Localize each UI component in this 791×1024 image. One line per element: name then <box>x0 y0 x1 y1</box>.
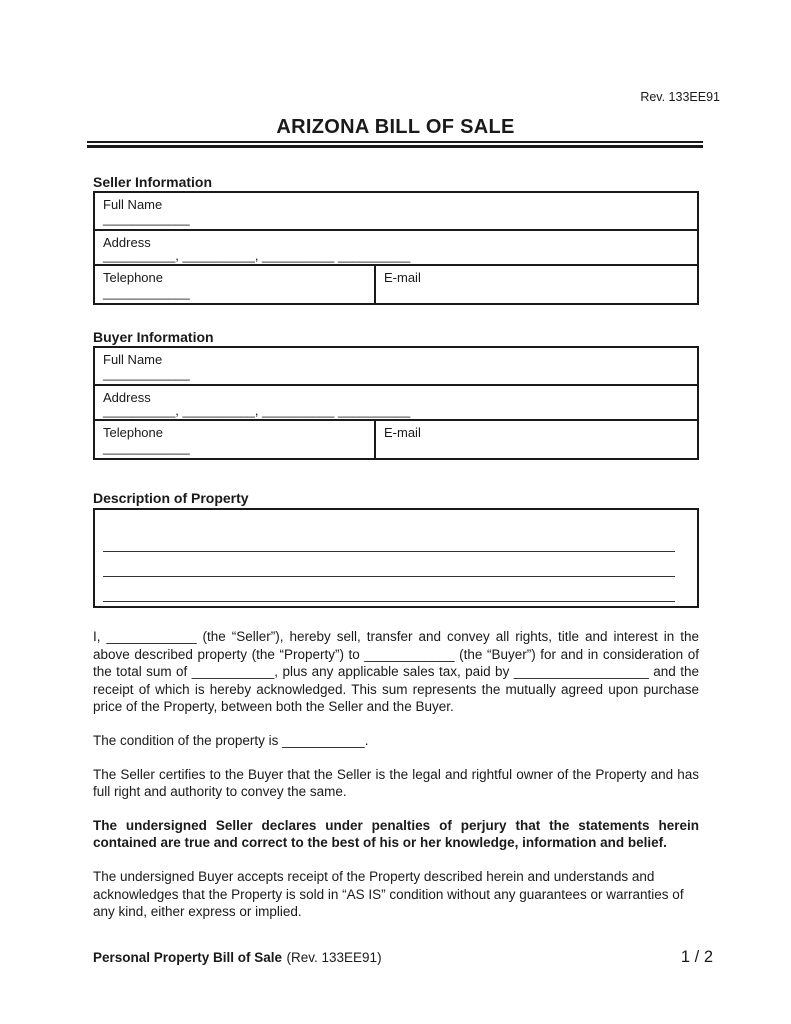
buyer-telephone-cell <box>95 421 376 458</box>
buyer-telephone-blank: ____________ <box>103 440 190 455</box>
buyer-address-label: Address <box>103 390 151 405</box>
page-title: ARIZONA BILL OF SALE <box>276 116 515 138</box>
seller-full-name-blank: ____________ <box>103 211 190 226</box>
buyer-info-table <box>93 346 699 460</box>
seller-telephone-cell <box>95 266 376 303</box>
paragraph-as-is: The undersigned Buyer accepts receipt of the Property described herein and understands and acknowledges that the Property is sold in “AS IS” condition without any guarantees or warranties of any kind, either express or implied. <box>93 868 684 920</box>
buyer-full-name-label: Full Name <box>103 352 163 367</box>
description-blank-line <box>103 577 675 602</box>
paragraph-sale-terms: I, ____________ (the “Seller”), hereby sell, transfer and convey all rights, title and interest in the above described property (the “Property”) to ____________ (the “Buyer”) for and in consideration of the total sum of ___________, plus any applicable sales tax, paid by __________________ and the receipt of which is hereby acknowledged. This sum represents the mutually agreed upon purchase price of the Property, between both the Seller and the Buyer. <box>93 629 699 715</box>
seller-contact-row <box>95 266 697 303</box>
footer-document-title <box>93 949 382 967</box>
body-text <box>93 628 699 937</box>
seller-section-heading: Seller Information <box>93 174 213 190</box>
seller-email-label: E-mail <box>384 270 421 285</box>
paragraph-perjury-declaration: The undersigned Seller declares under penalties of perjury that the statements herein contained are true and correct to the best of his or her knowledge, information and belief. <box>93 817 699 851</box>
buyer-contact-row <box>95 421 697 458</box>
buyer-address-blank: __________, __________, __________ __________ <box>103 403 411 418</box>
description-blank-line <box>103 527 675 552</box>
paragraph-condition: The condition of the property is ___________. <box>93 732 369 748</box>
buyer-email-label: E-mail <box>384 425 421 440</box>
buyer-email-cell <box>376 421 697 458</box>
divider-thick-bar <box>87 145 703 148</box>
description-blank-line <box>103 552 675 577</box>
seller-full-name-label: Full Name <box>103 197 163 212</box>
footer-document-name: Personal Property Bill of Sale <box>93 950 283 965</box>
revision-label: Rev. 133EE91 <box>640 90 720 104</box>
footer-revision: (Rev. 133EE91) <box>286 950 382 965</box>
seller-telephone-blank: ____________ <box>103 285 190 300</box>
seller-address-label: Address <box>103 235 151 250</box>
buyer-address-row <box>95 386 697 421</box>
seller-address-row <box>95 231 697 266</box>
buyer-full-name-row <box>95 348 697 386</box>
buyer-telephone-label: Telephone <box>103 425 163 440</box>
description-of-property-box <box>93 508 699 608</box>
seller-email-cell <box>376 266 697 303</box>
title-divider <box>87 141 703 148</box>
seller-address-blank: __________, __________, __________ __________ <box>103 248 411 263</box>
seller-full-name-row <box>95 193 697 231</box>
seller-telephone-label: Telephone <box>103 270 163 285</box>
page-number: 1 / 2 <box>680 948 713 966</box>
seller-info-table <box>93 191 699 305</box>
paragraph-certification: The Seller certifies to the Buyer that the Seller is the legal and rightful owner of the Property and has full right and authority to convey the same. <box>93 766 699 800</box>
page-footer <box>93 948 713 967</box>
buyer-full-name-blank: ____________ <box>103 366 190 381</box>
buyer-section-heading: Buyer Information <box>93 329 214 345</box>
description-section-heading: Description of Property <box>93 490 249 506</box>
